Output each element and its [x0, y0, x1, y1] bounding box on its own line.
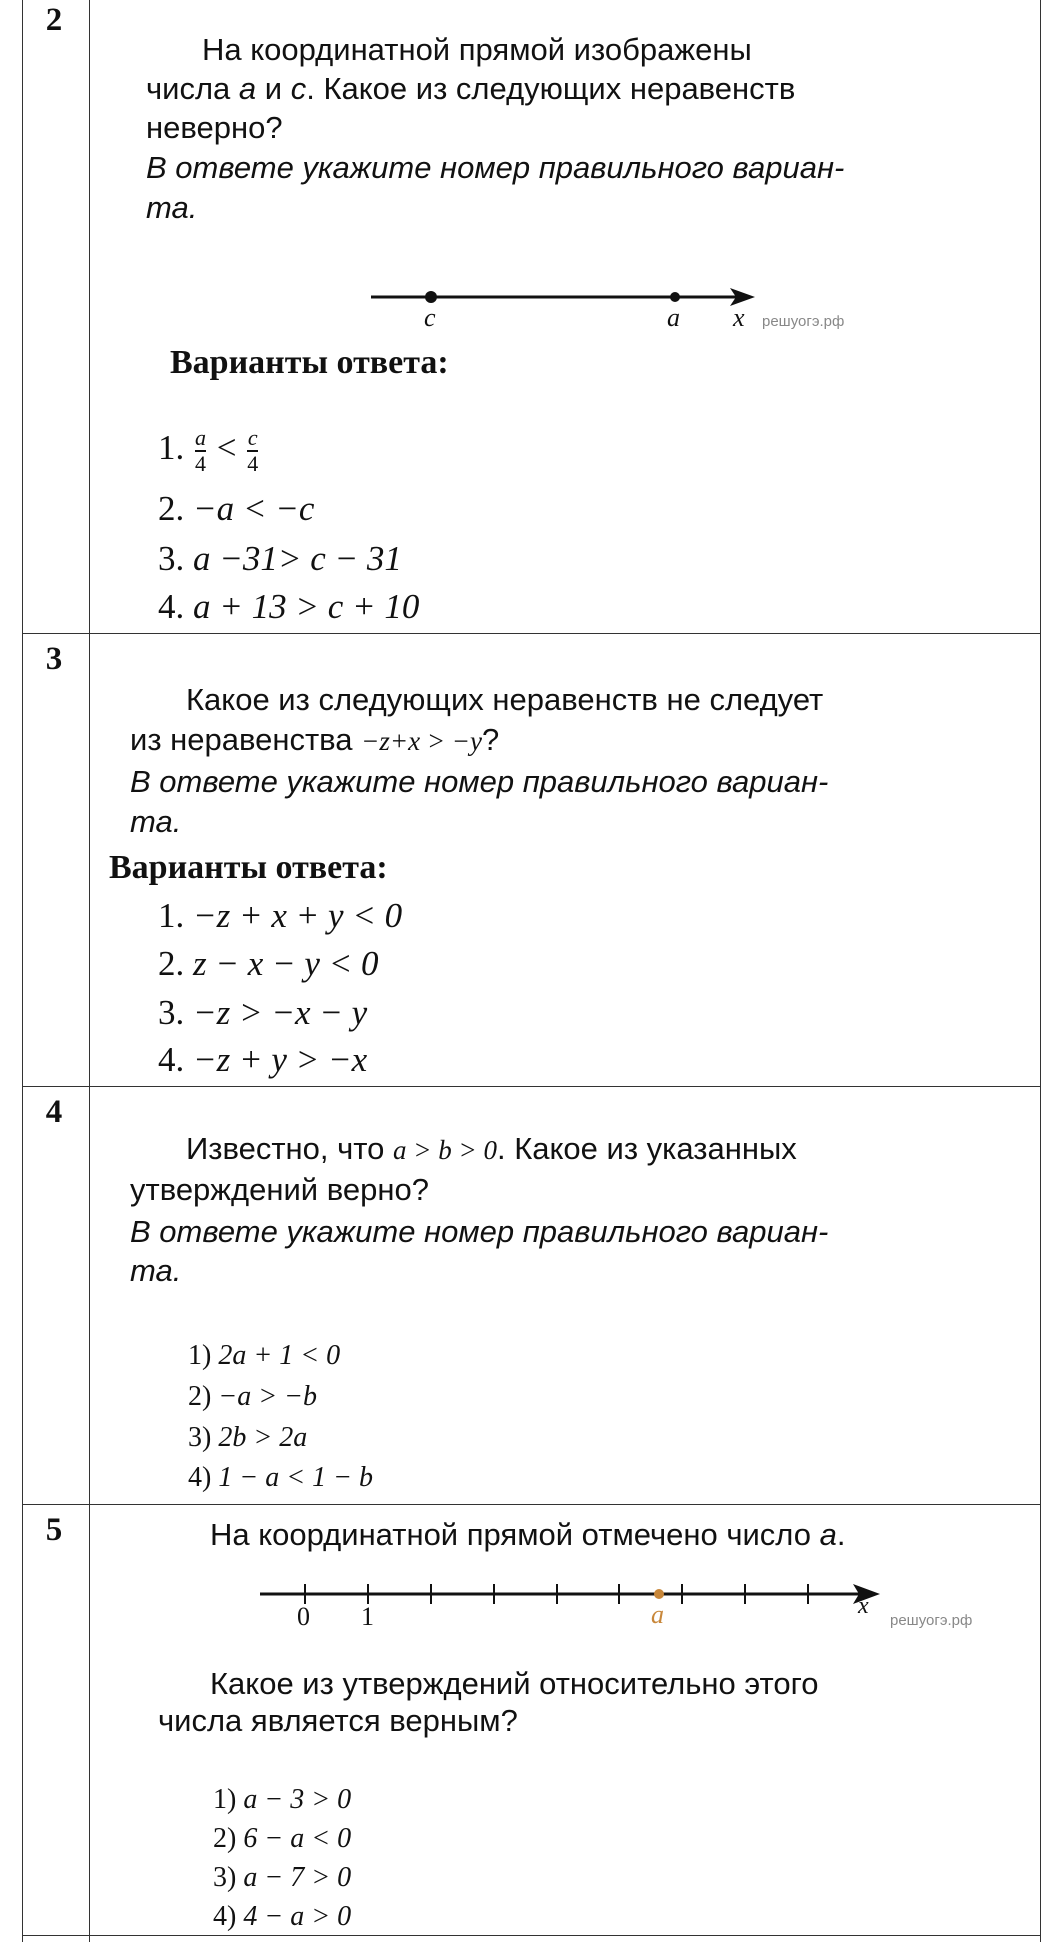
var-a: a [238, 71, 257, 106]
question-text: утверждений верно? [130, 1172, 429, 1207]
var-c: c [290, 71, 307, 106]
option-number: 2) [213, 1823, 237, 1854]
label-x: x [733, 303, 745, 332]
operator: < [216, 428, 237, 468]
option-number: 3. [158, 539, 185, 578]
option-number: 2. [158, 944, 185, 983]
option-1 [213, 1784, 351, 1816]
option-number: 1) [213, 1784, 237, 1815]
numerator: c [247, 425, 258, 450]
label-c: c [424, 303, 436, 332]
text: . Какое из указанных [496, 1131, 797, 1166]
text: числа [146, 71, 231, 106]
label-a: a [651, 1600, 664, 1629]
option-number: 1. [158, 428, 185, 468]
option-expression: z − x − y < 0 [193, 944, 379, 983]
label-a: a [667, 303, 680, 332]
answers-heading: Варианты ответа: [170, 344, 449, 381]
question-text [210, 1515, 845, 1555]
fraction [195, 426, 206, 476]
numerator: a [195, 425, 206, 450]
text: На координатной прямой отмечено число [210, 1517, 811, 1552]
option-expression: −a < −c [193, 489, 315, 528]
var-a: a [819, 1517, 837, 1552]
option-2 [188, 1381, 317, 1413]
option-2 [213, 1823, 351, 1855]
option-expression: 1 − a < 1 − b [218, 1462, 374, 1493]
option-4 [213, 1901, 351, 1933]
option-expression: 4 − a > 0 [243, 1901, 352, 1932]
option-expression: a − 7 > 0 [243, 1862, 352, 1893]
option-1 [158, 426, 260, 476]
option-expression: 2b > 2a [218, 1422, 308, 1453]
question-text: неверно? [146, 110, 283, 145]
option-4 [188, 1462, 373, 1494]
option-number: 2. [158, 489, 185, 528]
instruction-text: В ответе укажите номер правильного вариан- [146, 150, 845, 185]
option-expression: a − 3 > 0 [243, 1784, 352, 1815]
option-number: 3) [213, 1862, 237, 1893]
row-divider [22, 1504, 1040, 1505]
question-text: числа является верным? [158, 1703, 518, 1738]
inequality: a > b > 0 [393, 1135, 497, 1165]
option-expression: a + 13 > c + 10 [193, 587, 420, 626]
text: . Какое из следующих неравенств [306, 71, 796, 106]
denominator: 4 [195, 451, 206, 476]
number-line [360, 280, 780, 340]
option-2 [158, 489, 314, 529]
option-3 [213, 1862, 351, 1894]
text: из неравенства [130, 722, 353, 757]
watermark: решуогэ.рф [890, 1612, 973, 1629]
option-1 [188, 1340, 340, 1372]
question-text: Какое из утверждений относительно этого [210, 1666, 819, 1701]
option-expression: −z + x + y < 0 [193, 896, 403, 935]
option-expression: a −31> c − 31 [193, 539, 402, 578]
option-3 [158, 539, 402, 579]
fraction [247, 426, 258, 476]
instruction-text: В ответе укажите номер правильного вариан- [130, 764, 829, 799]
text: ? [482, 722, 500, 757]
question-text [146, 69, 795, 109]
option-number: 4. [158, 1040, 185, 1079]
watermark: решуогэ.рф [762, 313, 845, 330]
table-column-divider [89, 0, 90, 1942]
text: Известно, что [186, 1131, 385, 1166]
question-text: Какое из следующих неравенств не следует [186, 682, 824, 717]
task-number: 2 [45, 2, 63, 38]
point-a [654, 1589, 664, 1599]
label-one: 1 [361, 1602, 374, 1631]
task-number: 4 [45, 1094, 63, 1130]
point-a [670, 292, 680, 302]
label-x: x [858, 1593, 869, 1619]
option-number: 2) [188, 1381, 212, 1412]
text: . [836, 1517, 846, 1552]
option-number: 4) [188, 1462, 212, 1493]
instruction-text: та. [130, 1253, 182, 1288]
question-text [130, 720, 499, 761]
option-number: 3) [188, 1422, 212, 1453]
option-number: 4) [213, 1901, 237, 1932]
option-3 [188, 1422, 307, 1454]
option-expression: −a > −b [218, 1381, 318, 1412]
instruction-text: та. [130, 804, 182, 839]
answers-heading: Варианты ответа: [109, 849, 388, 886]
question-text: На координатной прямой изображены [202, 32, 752, 67]
option-2 [158, 944, 379, 984]
instruction-text: та. [146, 190, 198, 225]
option-expression: −z + y > −x [193, 1040, 368, 1079]
row-divider [22, 633, 1040, 634]
option-number: 4. [158, 587, 185, 626]
option-4 [158, 587, 419, 627]
option-3 [158, 993, 367, 1033]
label-zero: 0 [297, 1602, 310, 1631]
option-number: 1) [188, 1340, 212, 1371]
number-line [255, 1578, 895, 1618]
option-expression: 6 − a < 0 [243, 1823, 352, 1854]
option-4 [158, 1040, 367, 1080]
option-number: 3. [158, 993, 185, 1032]
row-divider [22, 1086, 1040, 1087]
denominator: 4 [247, 451, 259, 476]
text: и [264, 71, 283, 106]
point-c [425, 291, 437, 303]
instruction-text: В ответе укажите номер правильного вариан- [130, 1214, 829, 1249]
row-divider [22, 1935, 1040, 1936]
option-expression: 2a + 1 < 0 [218, 1340, 341, 1371]
task-number: 5 [45, 1512, 63, 1548]
option-number: 1. [158, 896, 185, 935]
option-1 [158, 896, 402, 936]
option-expression: −z > −x − y [193, 993, 368, 1032]
table-border-left [22, 0, 23, 1942]
task-number: 3 [45, 641, 63, 677]
question-text [186, 1129, 797, 1170]
inequality: −z+x > −y [361, 726, 483, 756]
table-border-right [1040, 0, 1041, 1942]
